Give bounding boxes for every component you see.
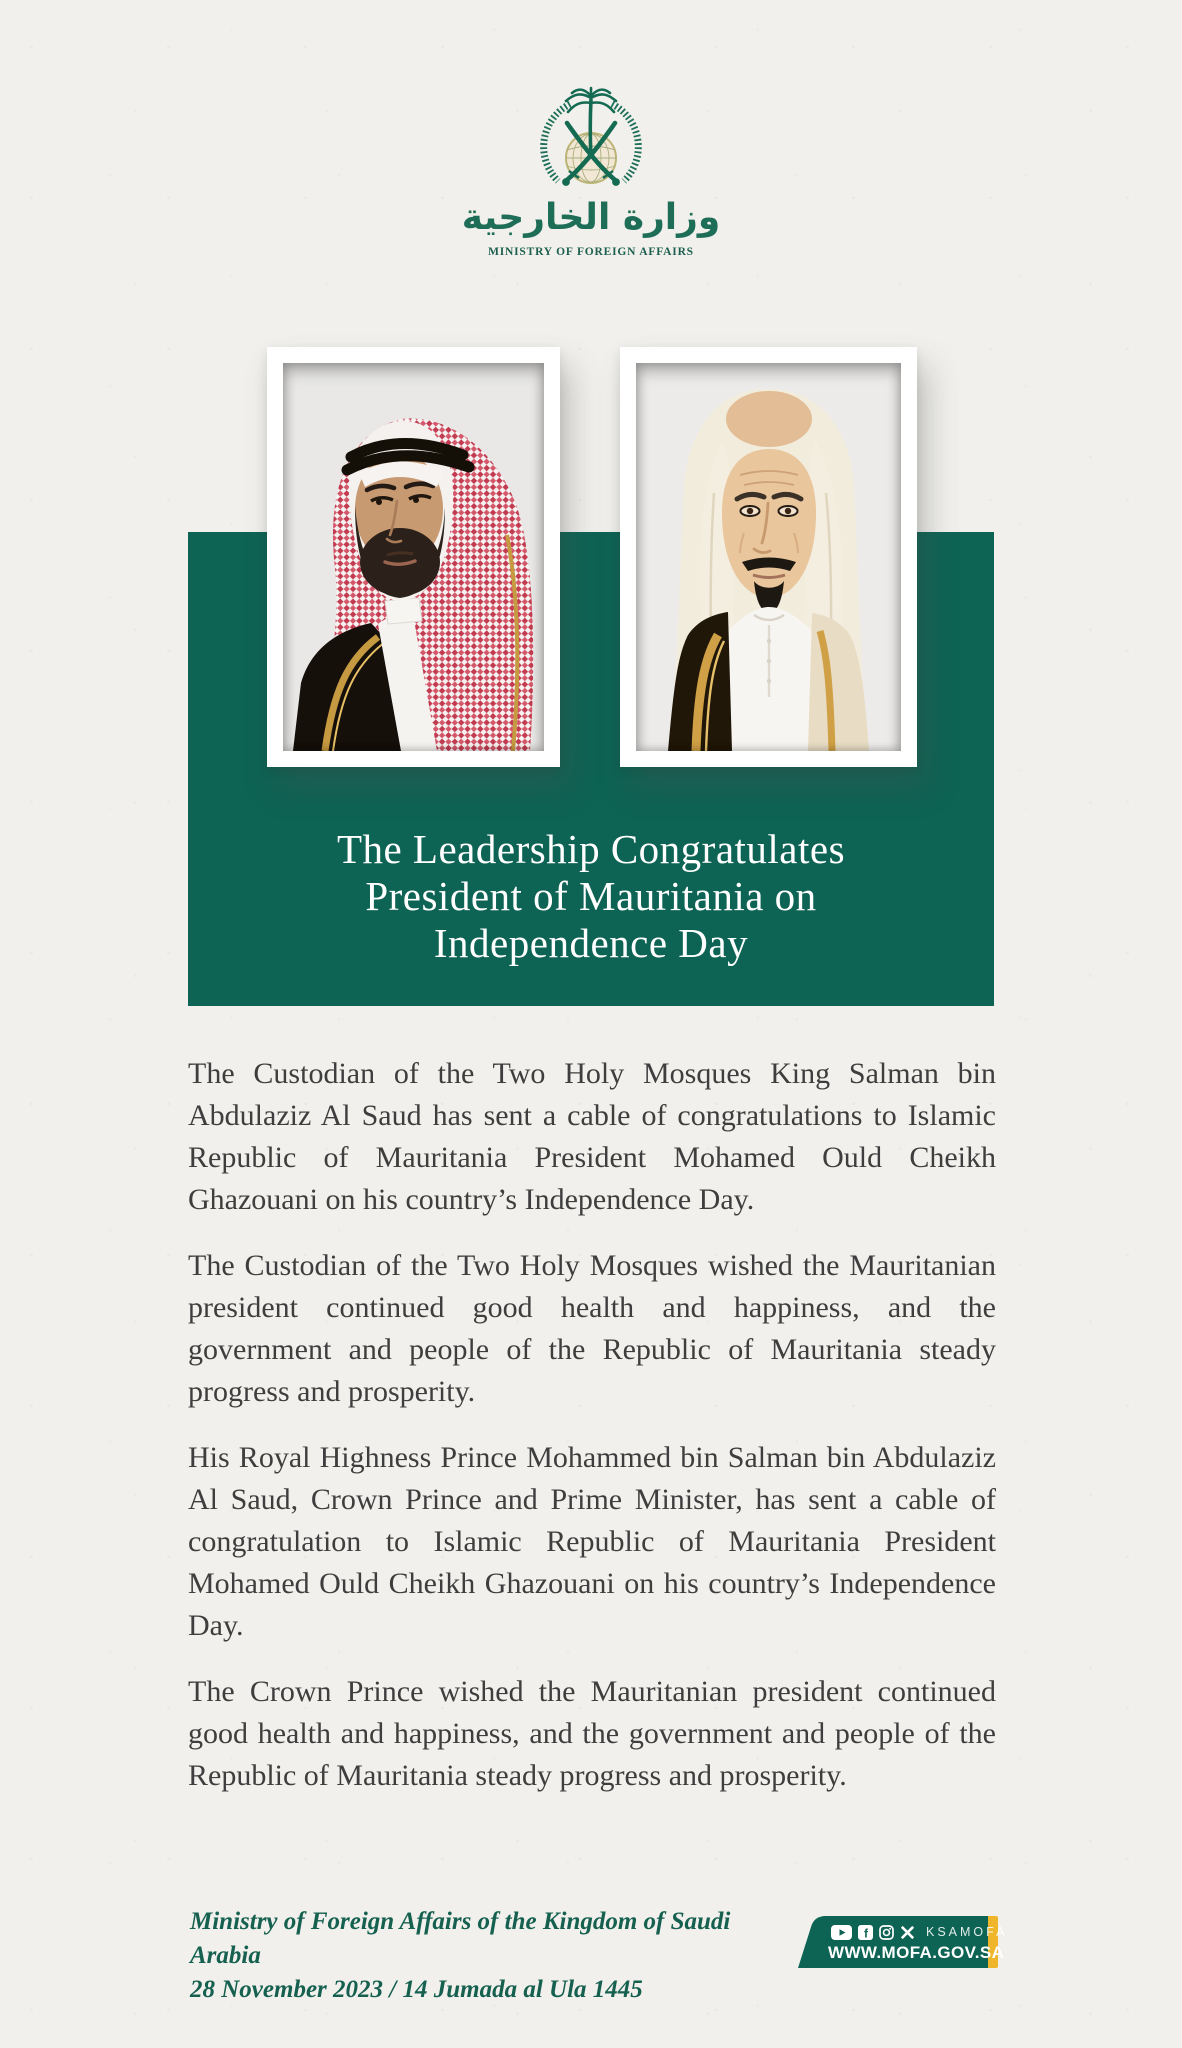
king-salman-portrait-illustration (636, 363, 901, 751)
banner-title (188, 826, 994, 967)
facebook-icon (858, 1925, 873, 1940)
article-paragraph: The Custodian of the Two Holy Mosques King Salman bin Abdulaziz Al Saud has sent a cable of congratulations to Islamic Republic of Mauritania President Mohamed Ould Cheikh Ghazouani on his country’s Independence Day. (188, 1057, 996, 1216)
banner-title-line: President of Mauritania on (365, 873, 817, 919)
social-handle: KSAMOFA (926, 1925, 1008, 1939)
saudi-mofa-emblem-icon (536, 86, 646, 194)
badge-social-row (831, 1924, 1007, 1940)
x-icon (900, 1925, 915, 1940)
website-url: WWW.MOFA.GOV.SA (828, 1943, 1005, 1962)
portrait-photo-king-salman (636, 363, 901, 751)
article-body (188, 1053, 996, 1821)
crown-prince-portrait-illustration (283, 363, 544, 751)
svg-text:f: f (864, 1926, 868, 1940)
footer-org-line: Ministry of Foreign Affairs of the Kingdom of Saudi Arabia (190, 1908, 731, 1969)
banner-title-line: Independence Day (433, 920, 749, 966)
article-paragraph: The Crown Prince wished the Mauritanian president continued good health and happiness, and the government and people of the Republic of Mauritania steady progress and prosperity. (188, 1675, 996, 1792)
footer-social-badge (798, 1916, 1008, 1968)
logo-ministry-label: MINISTRY OF FOREIGN AFFAIRS (488, 246, 694, 258)
portrait-frame-crown-prince (267, 347, 560, 767)
portrait-photo-crown-prince (283, 363, 544, 751)
instagram-icon (879, 1925, 894, 1940)
youtube-icon (831, 1925, 852, 1940)
article-paragraph: His Royal Highness Prince Mohammed bin Salman bin Abdulaziz Al Saud, Crown Prince and Prime Minister, has sent a cable of congratulation to Islamic Republic of Mauritania President Mohamed Ould Cheikh Ghazouani on his country’s Independence Day. (188, 1441, 996, 1642)
article-paragraph: The Custodian of the Two Holy Mosques wished the Mauritanian president continued good health and happiness, and the government and people of the Republic of Mauritania steady progress and prosperity. (188, 1249, 996, 1408)
portrait-frame-king-salman (620, 347, 917, 767)
footer-date-line: 28 November 2023 / 14 Jumada al Ula 1445 (190, 1976, 643, 2003)
footer-attribution (190, 1905, 790, 2007)
logo-arabic-title: وزارة الخارجية (461, 197, 721, 238)
banner-title-line: The Leadership Congratulates (336, 826, 846, 872)
